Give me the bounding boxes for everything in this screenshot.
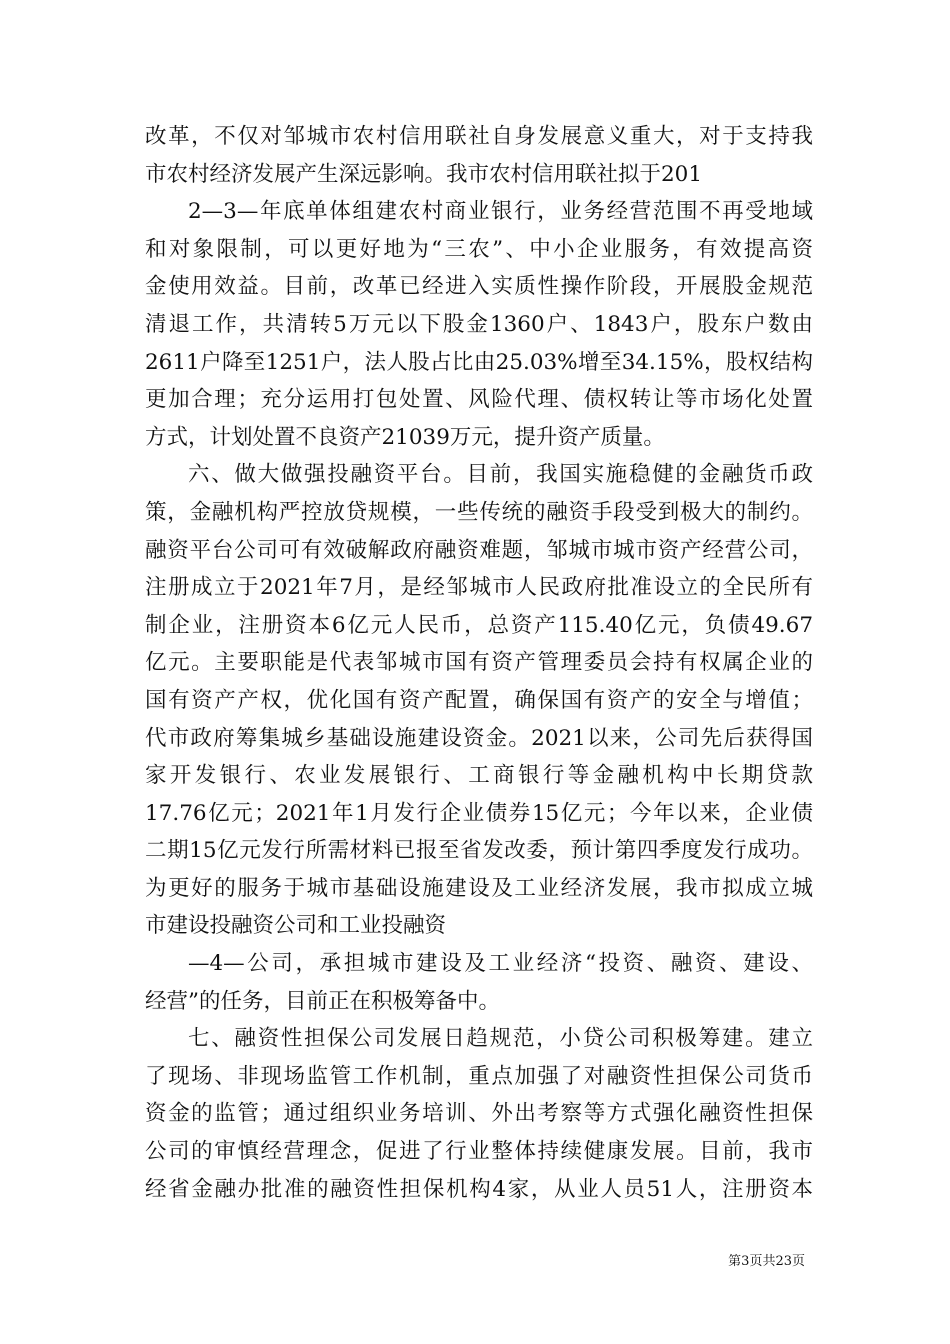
text-line: 六、做大做强投融资平台。目前，我国实施稳健的金融货币政	[188, 462, 813, 488]
document-body	[145, 118, 813, 1208]
text-line: 注册成立于2021年7月，是经邹城市人民政府批准设立的全民所有	[145, 575, 813, 601]
text-line: 二期15亿元发行所需材料已报至省发改委，预计第四季度发行成功。	[145, 838, 813, 864]
text-line: 策，金融机构严控放贷规模，一些传统的融资手段受到极大的制约。	[145, 499, 813, 525]
text-line: 经营”的任务，目前正在积极筹备中。	[145, 988, 500, 1014]
text-line: 市建设投融资公司和工业投融资	[145, 913, 447, 939]
text-line: 公司的审慎经营理念，促进了行业整体持续健康发展。目前，我市	[145, 1139, 813, 1165]
text-line: 和对象限制，可以更好地为“三农”、中小企业服务，有效提高资	[145, 236, 813, 262]
text-line: 金使用效益。目前，改革已经进入实质性操作阶段，开展股金规范	[145, 274, 813, 300]
text-line: —4—公司，承担城市建设及工业经济“投资、融资、建设、	[188, 951, 813, 977]
text-line: 2—3—年底单体组建农村商业银行，业务经营范围不再受地域	[188, 199, 813, 225]
page-number: 第3页共23页	[728, 1254, 805, 1269]
text-line: 了现场、非现场监管工作机制，重点加强了对融资性担保公司货币	[145, 1063, 813, 1089]
text-line: 2611户降至1251户，法人股占比由25.03%增至34.15%，股权结构	[145, 349, 813, 375]
text-line: 经省金融办批准的融资性担保机构4家，从业人员51人，注册资本	[145, 1176, 813, 1202]
text-line: 融资平台公司可有效破解政府融资难题，邹城市城市资产经营公司，	[145, 537, 813, 563]
text-line: 七、融资性担保公司发展日趋规范，小贷公司积极筹建。建立	[188, 1026, 813, 1052]
text-line: 清退工作，共清转5万元以下股金1360户、1843户，股东户数由	[145, 311, 813, 337]
text-line: 改革，不仅对邹城市农村信用联社自身发展意义重大，对于支持我	[145, 124, 813, 149]
text-line: 市农村经济发展产生深远影响。我市农村信用联社拟于201	[145, 161, 703, 187]
text-line: 制企业，注册资本6亿元人民币，总资产115.40亿元，负债49.67	[145, 612, 813, 638]
text-line: 方式，计划处置不良资产21039万元，提升资产质量。	[145, 424, 665, 450]
text-line: 国有资产产权，优化国有资产配置，确保国有资产的安全与增值；	[145, 687, 813, 713]
text-line: 代市政府筹集城乡基础设施建设资金。2021以来，公司先后获得国	[145, 725, 813, 751]
text-line: 17.76亿元；2021年1月发行企业债券15亿元；今年以来，企业债	[145, 800, 813, 826]
text-line: 亿元。主要职能是代表邹城市国有资产管理委员会持有权属企业的	[145, 650, 813, 676]
text-line: 家开发银行、农业发展银行、工商银行等金融机构中长期贷款	[145, 763, 813, 789]
text-line: 资金的监管；通过组织业务培训、外出考察等方式强化融资性担保	[145, 1101, 813, 1127]
text-line: 为更好的服务于城市基础设施建设及工业经济发展，我市拟成立城	[145, 875, 813, 901]
text-line: 更加合理；充分运用打包处置、风险代理、债权转让等市场化处置	[145, 387, 813, 413]
